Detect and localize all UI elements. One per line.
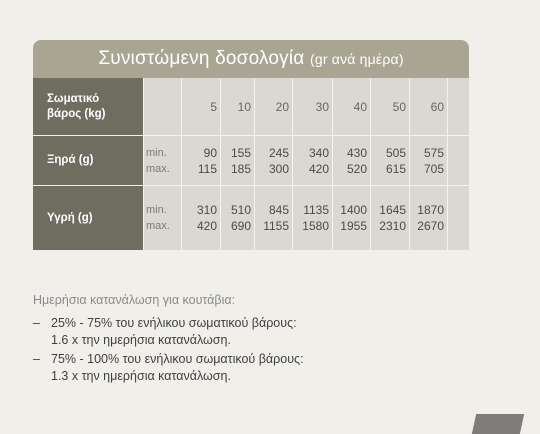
dry-row-end xyxy=(447,136,469,186)
table-title xyxy=(33,40,469,78)
wet-max-value: 1580 xyxy=(302,219,329,233)
weight-row-label xyxy=(33,78,143,136)
weight-cell: 50 xyxy=(370,78,409,136)
notes-item xyxy=(33,315,493,332)
dry-min-value: 245 xyxy=(268,145,289,160)
wet-row-label: Υγρή (g) xyxy=(33,186,143,250)
wet-cell xyxy=(220,186,254,250)
wet-min-label: min. xyxy=(146,204,167,216)
wet-row-end xyxy=(447,186,469,250)
wet-max-label: max. xyxy=(146,220,170,232)
dry-max-value: 420 xyxy=(308,161,329,176)
dry-max-value: 300 xyxy=(268,161,289,176)
wet-min-value: 1400 xyxy=(340,203,367,217)
wet-min-value: 1135 xyxy=(303,203,329,217)
header-spacer xyxy=(143,78,181,136)
wet-min-value: 310 xyxy=(196,203,217,217)
dry-cell xyxy=(332,136,370,186)
wet-cell xyxy=(254,186,292,250)
weight-label-line1: Σωματικό xyxy=(47,92,100,105)
dry-cell xyxy=(292,136,332,186)
wet-max-value: 690 xyxy=(230,219,251,233)
notes-item-line2: 1.3 x την ημερήσια κατανάλωση. xyxy=(51,369,231,383)
wet-min-value: 1870 xyxy=(417,203,444,217)
dry-cell xyxy=(181,136,220,186)
weight-label-line2: βάρος (kg) xyxy=(47,107,106,120)
dry-min-value: 90 xyxy=(203,145,217,160)
wet-cell xyxy=(409,186,447,250)
wet-cell xyxy=(332,186,370,250)
wet-cell xyxy=(370,186,409,250)
wet-min-value: 510 xyxy=(230,203,251,217)
dry-max-value: 115 xyxy=(197,161,217,176)
table-title-text: Συνιστώμενη δοσολογία xyxy=(98,48,305,69)
wet-max-value: 2670 xyxy=(417,219,444,233)
dry-max-value: 520 xyxy=(346,161,367,176)
dry-min-label: min. xyxy=(146,146,167,159)
header-end xyxy=(447,78,469,136)
dash-bullet: – xyxy=(33,352,40,366)
dry-cell xyxy=(220,136,254,186)
dry-max-value: 185 xyxy=(230,161,251,176)
dry-cell xyxy=(370,136,409,186)
dry-min-value: 155 xyxy=(230,145,251,160)
dry-min-value: 575 xyxy=(423,145,444,160)
weight-cell: 30 xyxy=(292,78,332,136)
weight-cell: 60 xyxy=(409,78,447,136)
notes-item xyxy=(33,351,493,368)
notes-heading: Ημερήσια κατανάλωση για κουτάβια: xyxy=(33,293,236,307)
dry-cell xyxy=(254,136,292,186)
dry-max-label: max. xyxy=(146,162,170,175)
corner-tab-decoration xyxy=(472,414,524,434)
notes-item-line2: 1.6 x την ημερήσια κατανάλωση. xyxy=(51,333,231,347)
puppy-notes xyxy=(33,292,493,387)
notes-item-line1: 75% - 100% του ενήλικου σωματικού βάρους: xyxy=(51,352,304,366)
weight-cell: 5 xyxy=(181,78,220,136)
dry-minmax-labels xyxy=(143,136,181,186)
wet-cell xyxy=(181,186,220,250)
dash-bullet: – xyxy=(33,316,40,330)
wet-min-value: 845 xyxy=(268,203,289,217)
wet-max-value: 1955 xyxy=(340,219,367,233)
notes-item-line1: 25% - 75% του ενήλικου σωματικού βάρους: xyxy=(51,316,297,330)
dry-row-label: Ξηρά (g) xyxy=(33,136,143,186)
wet-max-value: 420 xyxy=(196,219,217,233)
weight-cell: 40 xyxy=(332,78,370,136)
table-title-unit: (gr ανά ημέρα) xyxy=(309,51,404,67)
dry-max-value: 705 xyxy=(423,161,444,176)
wet-cell xyxy=(292,186,332,250)
weight-cell: 20 xyxy=(254,78,292,136)
dosage-table xyxy=(33,78,469,250)
dry-max-value: 615 xyxy=(385,161,406,176)
dry-min-value: 505 xyxy=(385,145,406,160)
dry-cell xyxy=(409,136,447,186)
dry-min-value: 340 xyxy=(308,145,329,160)
dry-min-value: 430 xyxy=(346,145,367,160)
weight-cell: 10 xyxy=(220,78,254,136)
wet-max-value: 1155 xyxy=(263,219,289,233)
wet-minmax-labels xyxy=(143,186,181,250)
wet-min-value: 1645 xyxy=(379,203,406,217)
wet-max-value: 2310 xyxy=(379,219,406,233)
